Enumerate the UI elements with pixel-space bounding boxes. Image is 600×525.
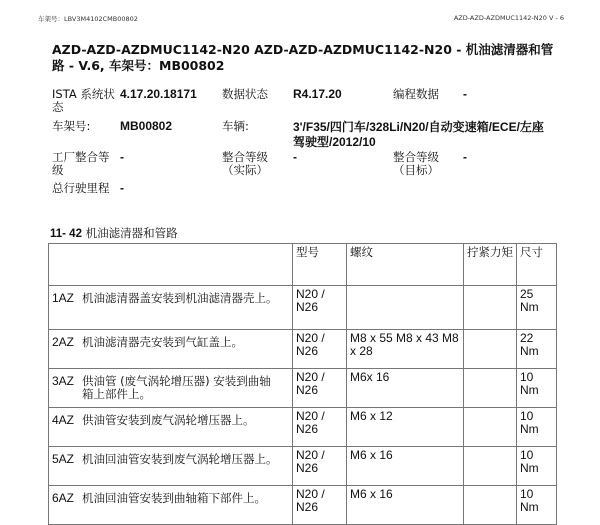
section-number: 11- 42 bbox=[50, 228, 82, 240]
level-target-label: 整合等级（目标） bbox=[393, 150, 439, 177]
table-header-row bbox=[49, 244, 557, 286]
cell-model: N20 / N26 bbox=[293, 369, 347, 408]
cell-thread: M6 x 12 bbox=[347, 408, 464, 447]
cell-thread: M6 x 16 bbox=[347, 447, 464, 486]
cell-description bbox=[49, 408, 293, 447]
row-description: 机油回油管安装到曲轴箱下部件上。 bbox=[82, 491, 266, 505]
vehicle-value: 3'/F35/四门车/328Li/N20/自动变速箱/ECE/左座驾驶型/2012/10 bbox=[293, 120, 544, 149]
row-code: 5AZ bbox=[52, 452, 75, 466]
row-description: 机油回油管安装到废气涡轮增压器上。 bbox=[82, 452, 278, 466]
row-description: 机油滤清器盖安装到机油滤清器壳上。 bbox=[82, 291, 278, 305]
row-code: 2AZ bbox=[52, 335, 75, 349]
document-title: AZD-AZD-AZDMUC1142-N20 AZD-AZD-AZDMUC1142-N20 - 机油滤清器和管路 - V.6, 车架号：MB00802 bbox=[52, 42, 554, 73]
table-row bbox=[49, 486, 557, 525]
row-code: 1AZ bbox=[52, 291, 75, 305]
cell-thread: M6 x 16 bbox=[347, 486, 464, 525]
cell-torque bbox=[464, 486, 517, 525]
ista-value: 4.17.20.18171 bbox=[120, 87, 197, 101]
cell-description bbox=[49, 286, 293, 330]
page-header-doc-id: AZD-AZD-AZDMUC1142-N20 V - 6 bbox=[453, 14, 564, 22]
row-description: 供油管 (废气涡轮增压器) 安装到曲轴箱上部件上。 bbox=[82, 374, 271, 401]
row-code: 4AZ bbox=[52, 413, 75, 427]
row-description: 机油滤清器壳安装到气缸盖上。 bbox=[82, 335, 243, 349]
cell-thread bbox=[347, 286, 464, 330]
cell-torque bbox=[464, 330, 517, 369]
cell-size: 10 Nm bbox=[517, 408, 557, 447]
factory-level-value: - bbox=[120, 150, 124, 164]
header-torque: 拧紧力矩 bbox=[464, 244, 517, 286]
row-code: 3AZ bbox=[52, 374, 75, 388]
header-thread: 螺纹 bbox=[347, 244, 464, 286]
cell-model: N20 / N26 bbox=[293, 330, 347, 369]
row-code: 6AZ bbox=[52, 491, 75, 505]
table-row bbox=[49, 447, 557, 486]
prog-data-value: - bbox=[463, 87, 467, 101]
header-model: 型号 bbox=[293, 244, 347, 286]
cell-description bbox=[49, 486, 293, 525]
vehicle-label: 车辆: bbox=[222, 119, 249, 133]
cell-model: N20 / N26 bbox=[293, 286, 347, 330]
cell-description bbox=[49, 330, 293, 369]
cell-torque bbox=[464, 369, 517, 408]
header-size: 尺寸 bbox=[517, 244, 557, 286]
mileage-label: 总行驶里程 bbox=[52, 181, 110, 195]
cell-size: 22 Nm bbox=[517, 330, 557, 369]
cell-model: N20 / N26 bbox=[293, 447, 347, 486]
table-row bbox=[49, 286, 557, 330]
mileage-value: - bbox=[120, 181, 124, 195]
section-heading bbox=[50, 225, 178, 241]
header-description bbox=[49, 244, 293, 286]
cell-description bbox=[49, 369, 293, 408]
cell-torque bbox=[464, 286, 517, 330]
cell-thread: M8 x 55 M8 x 43 M8 x 28 bbox=[347, 330, 464, 369]
section-name: 机油滤清器和管路 bbox=[85, 226, 178, 240]
vin-value: MB00802 bbox=[120, 119, 173, 133]
cell-model: N20 / N26 bbox=[293, 408, 347, 447]
cell-thread: M6x 16 bbox=[347, 369, 464, 408]
table-row bbox=[49, 330, 557, 369]
level-target-value: - bbox=[463, 150, 467, 164]
cell-size: 25 Nm bbox=[517, 286, 557, 330]
cell-size: 10 Nm bbox=[517, 486, 557, 525]
prog-data-label: 编程数据 bbox=[393, 87, 439, 101]
ista-label: ISTA 系统状态 bbox=[52, 87, 115, 114]
cell-description bbox=[49, 447, 293, 486]
level-actual-label: 整合等级（实际） bbox=[222, 150, 268, 177]
cell-torque bbox=[464, 447, 517, 486]
data-status-label: 数据状态 bbox=[222, 87, 268, 101]
table-row bbox=[49, 408, 557, 447]
parts-table bbox=[48, 243, 557, 525]
level-actual-value: - bbox=[293, 150, 297, 164]
cell-size: 10 Nm bbox=[517, 447, 557, 486]
page-header-vin: 车架号：LBV3M4102CMB00802 bbox=[38, 15, 138, 23]
data-status-value: R4.17.20 bbox=[293, 87, 342, 101]
table-row bbox=[49, 369, 557, 408]
cell-torque bbox=[464, 408, 517, 447]
row-description: 供油管安装到废气涡轮增压器上。 bbox=[82, 413, 255, 427]
cell-size: 10 Nm bbox=[517, 369, 557, 408]
cell-model: N20 / N26 bbox=[293, 486, 347, 525]
factory-level-label: 工厂整合等级 bbox=[52, 150, 110, 177]
vin-label: 车架号: bbox=[52, 119, 91, 133]
